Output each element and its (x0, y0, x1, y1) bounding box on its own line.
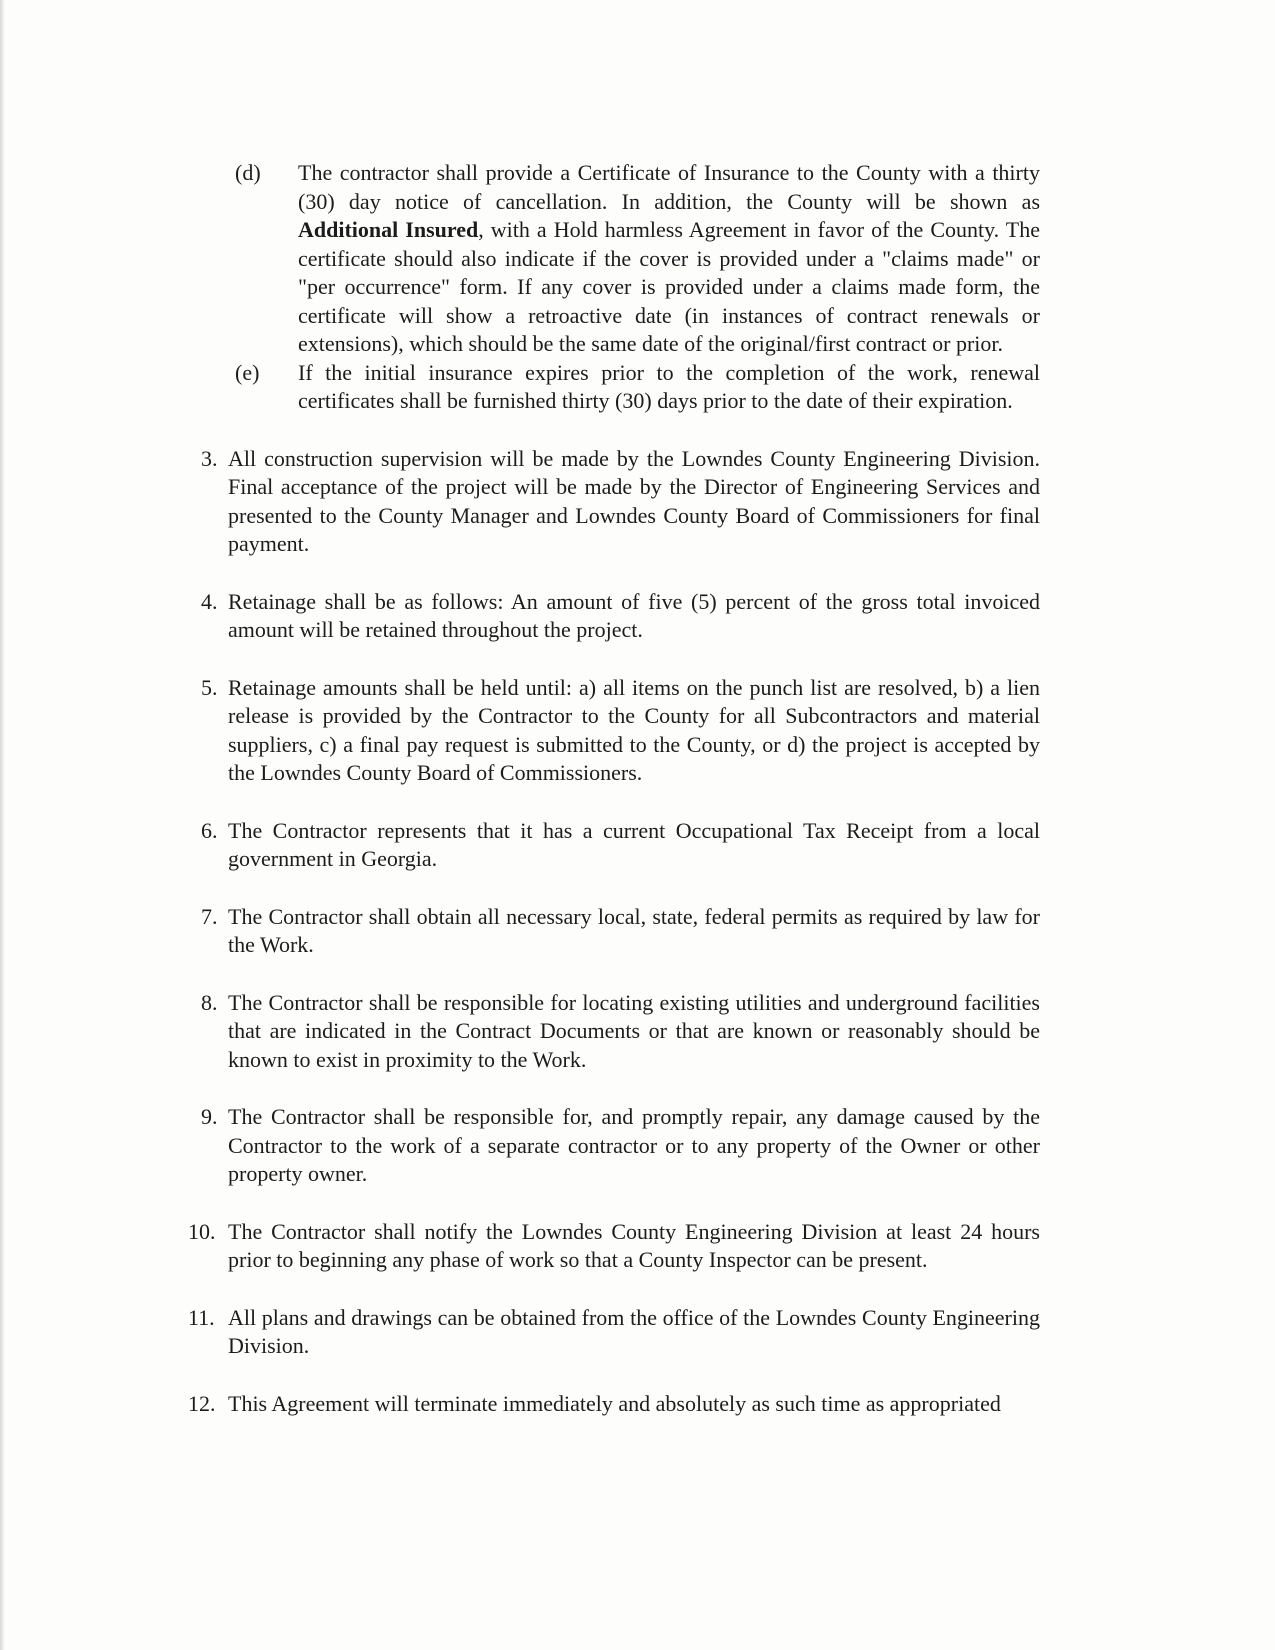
list-item-9 (188, 1103, 1040, 1189)
item-number-8: 8. (201, 989, 218, 1015)
list-item-4 (188, 588, 1040, 645)
item-marker-d: (d) (235, 160, 261, 185)
item-number-10: 10. (188, 1218, 216, 1244)
item-text-10: The Contractor shall notify the Lowndes County Engineering Division at least 24 hours prior to beginning any phase of work so that a County Inspector can be present. (228, 1218, 1040, 1272)
list-item-10 (188, 1218, 1040, 1275)
item-number-12: 12. (188, 1390, 216, 1416)
item-text-9: The Contractor shall be responsible for, and promptly repair, any damage caused by the Contractor to the work of a separate contractor or to any property of the Owner or other property owner. (228, 1104, 1040, 1186)
item-text-e: If the initial insurance expires prior to the completion of the work, renewal certificates shall be furnished thirty (30) days prior to the date of their expiration. (298, 359, 1040, 413)
list-item-12 (188, 1390, 1040, 1419)
list-item-8 (188, 989, 1040, 1075)
list-item-5 (188, 674, 1040, 788)
item-text-d (298, 159, 1040, 359)
item-number-11: 11. (188, 1304, 215, 1330)
document-content (188, 159, 1040, 1418)
list-item-e (235, 359, 1040, 416)
item-number-3: 3. (201, 445, 218, 471)
item-text-12: This Agreement will terminate immediately and absolutely as such time as appropriated (228, 1390, 1001, 1416)
item-text-7: The Contractor shall obtain all necessary local, state, federal permits as required by law for the Work. (228, 903, 1040, 957)
item-number-6: 6. (201, 817, 218, 843)
item-number-4: 4. (201, 588, 218, 614)
item-text-4: Retainage shall be as follows: An amount of five (5) percent of the gross total invoiced amount will be retained throughout the project. (228, 588, 1040, 642)
list-item-11 (188, 1304, 1040, 1361)
item-marker-e: (e) (235, 359, 260, 385)
item-d-text-end: , with a Hold harmless Agreement in favor of the County. The certificate should also indicate if the cover is provided under a "claims made" or "per occurrence" form. If any cover is provided under a claims made form, the certificate will show a retroactive date (in instances of contract renewals or extensions), which should be the same date of the original/first contract or prior. (298, 217, 1041, 356)
list-item-3 (188, 445, 1040, 559)
item-text-3: All construction supervision will be made by the Lowndes County Engineering Division. Final acceptance of the project will be made by the Director of Engineering Services and presented to the County Manager and Lowndes County Board of Commissioners for final payment. (228, 445, 1040, 556)
item-number-7: 7. (201, 903, 218, 929)
list-item-7 (188, 903, 1040, 960)
item-text-11: All plans and drawings can be obtained from the office of the Lowndes County Engineering Division. (228, 1304, 1040, 1358)
item-d-text-start: The contractor shall provide a Certificate of Insurance to the County with a thirty (30) day notice of cancellation. In addition, the County will be shown as (298, 160, 1040, 214)
list-item-d (235, 159, 1040, 359)
item-number-9: 9. (201, 1104, 218, 1129)
item-d-bold-phrase: Additional Insured (298, 217, 479, 242)
item-text-8: The Contractor shall be responsible for locating existing utilities and underground facilities that are indicated in the Contract Documents or that are known or reasonably should be known to exist in proximity to the Work. (228, 989, 1040, 1072)
item-number-5: 5. (201, 674, 218, 700)
item-text-6: The Contractor represents that it has a current Occupational Tax Receipt from a local government in Georgia. (228, 817, 1040, 871)
item-text-5: Retainage amounts shall be held until: a) all items on the punch list are resolved, b) a lien release is provided by the Contractor to the County for all Subcontractors and material suppliers, c) a final pay request is submitted to the County, or d) the project is accepted by the Lowndes County Board of Commissioners. (228, 674, 1040, 785)
list-item-6 (188, 817, 1040, 874)
